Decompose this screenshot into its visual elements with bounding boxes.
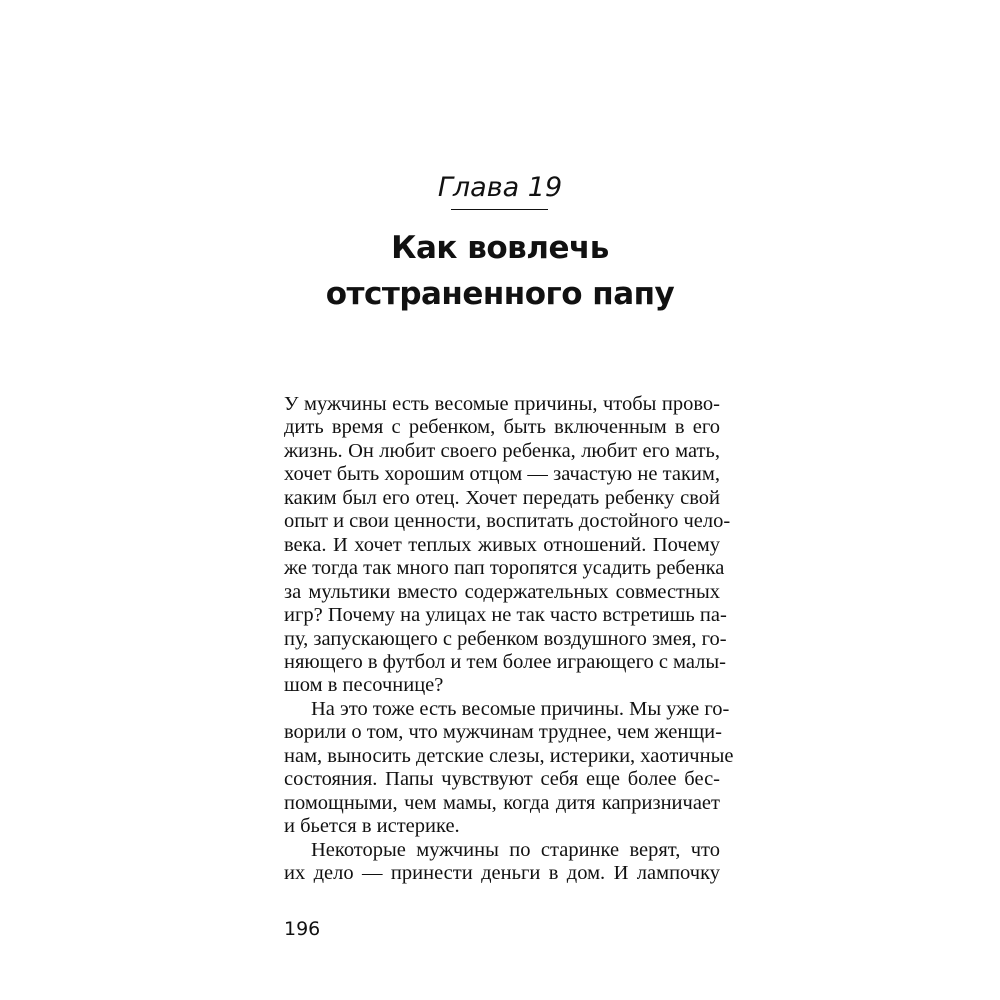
text-line: игр? Почему на улицах не так часто встретишь па- bbox=[284, 604, 727, 627]
chapter-title bbox=[0, 225, 1000, 317]
text-line: века. И хочет теплых живых отношений. Почему bbox=[284, 533, 720, 556]
chapter-underline bbox=[451, 209, 548, 210]
text-line: пу, запускающего с ребенком воздушного змея, го- bbox=[284, 627, 727, 650]
text-line: У мужчины есть весомые причины, чтобы прово- bbox=[284, 393, 720, 415]
chapter-label: Глава 19 bbox=[437, 172, 563, 203]
text-line: шом в песочнице? bbox=[284, 674, 444, 697]
text-line: их дело — принести деньги в дом. И лампочку bbox=[284, 862, 720, 885]
text-line: каким был его отец. Хочет передать ребенку свой bbox=[284, 486, 720, 509]
text-line: за мультики вместо содержательных совместных bbox=[284, 580, 720, 603]
text-line: и бьется в истерике. bbox=[284, 815, 460, 838]
text-line: опыт и свои ценности, воспитать достойного чело- bbox=[284, 510, 731, 533]
chapter-title-line: отстраненного папу bbox=[325, 276, 675, 312]
text-line: няющего в футбол и тем более играющего с малы- bbox=[284, 650, 727, 673]
text-line: состояния. Папы чувствуют себя еще более бес- bbox=[284, 768, 720, 791]
text-line: же тогда так много пап торопятся усадить ребенка bbox=[284, 557, 725, 580]
text-line: Некоторые мужчины по старинке верят, что bbox=[311, 838, 720, 861]
text-line: помощными, чем мамы, когда дитя капризничает bbox=[284, 791, 720, 814]
page-number: 196 bbox=[284, 918, 321, 940]
text-line: дить время с ребенком, быть включенным в его bbox=[284, 416, 720, 439]
body-text bbox=[284, 393, 734, 886]
text-line: На это тоже есть весомые причины. Мы уже го- bbox=[311, 697, 730, 720]
text-line: ворили о том, что мужчинам труднее, чем женщи- bbox=[284, 721, 722, 744]
text-line: хочет быть хорошим отцом — зачастую не таким, bbox=[284, 463, 720, 486]
text-line: жизнь. Он любит своего ребенка, любит его мать, bbox=[284, 439, 720, 462]
text-line: нам, выносить детские слезы, истерики, хаотичные bbox=[284, 744, 734, 767]
chapter-title-line: Как вовлечь bbox=[391, 230, 609, 266]
